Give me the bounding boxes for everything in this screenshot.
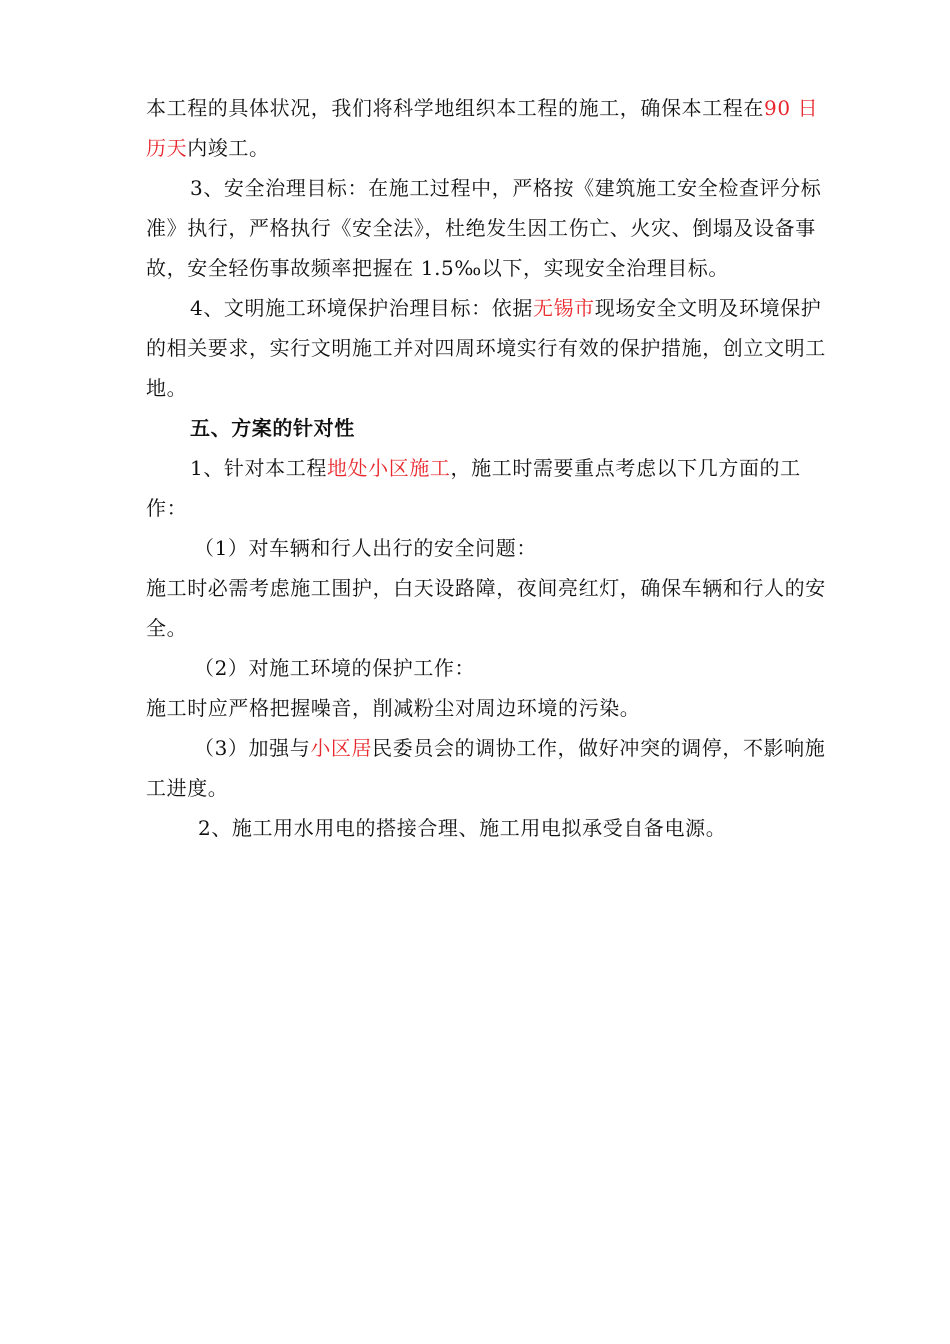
highlighted-location: 地处小区施工: [326, 456, 451, 480]
highlighted-community: 小区居: [310, 736, 373, 760]
list-item-title: （2）对施工环境的保护工作：: [194, 656, 476, 680]
section-heading: 五、方案的针对性: [190, 416, 355, 440]
highlighted-duration: 90 日历天: [146, 96, 819, 160]
paragraph-text: 本工程的具体状况，我们将科学地组织本工程的施工，确保本工程在: [146, 96, 764, 120]
paragraph-text: 1、针对本工程: [190, 456, 327, 480]
paragraph-text: （3）加强与: [194, 736, 311, 760]
paragraph-text: 内竣工。: [187, 136, 270, 160]
paragraph-power-water: 2、施工用水用电的搭接合理、施工用电拟承受自备电源。: [198, 816, 727, 840]
list-item-coordination: [146, 728, 826, 808]
paragraph-text: 4、文明施工环境保护治理目标：依据: [190, 296, 533, 320]
list-item-body: 施工时应严格把握噪音，削减粉尘对周边环境的污染。: [146, 696, 641, 720]
paragraph-text: ，施工时需要重点考虑以下几方面的工作：: [146, 456, 801, 520]
paragraph-targeting: [146, 448, 826, 528]
list-item-body: 施工时必需考虑施工围护，白天设路障，夜间亮红灯，确保车辆和行人的安全。: [146, 576, 826, 640]
document-body: [146, 88, 826, 848]
paragraph-text: 民委员会的调协工作，做好冲突的调停，不影响施工进度。: [146, 736, 826, 800]
paragraph-civilized-construction-goal: [146, 288, 826, 408]
paragraph-schedule: [146, 88, 826, 168]
paragraph-text: 现场安全文明及环境保护的相关要求，实行文明施工并对四周环境实行有效的保护措施，创立文明工地。: [146, 296, 826, 400]
paragraph-safety-goal: 3、安全治理目标：在施工过程中，严格按《建筑施工安全检查评分标准》执行，严格执行《安全法》，杜绝发生因工伤亡、火灾、倒塌及设备事故，安全轻伤事故频率把握在 1.5‰以下，实现安全治理目标。: [146, 176, 822, 280]
highlighted-city: 无锡市: [532, 296, 595, 320]
list-item-title: （1）对车辆和行人出行的安全问题：: [194, 536, 537, 560]
